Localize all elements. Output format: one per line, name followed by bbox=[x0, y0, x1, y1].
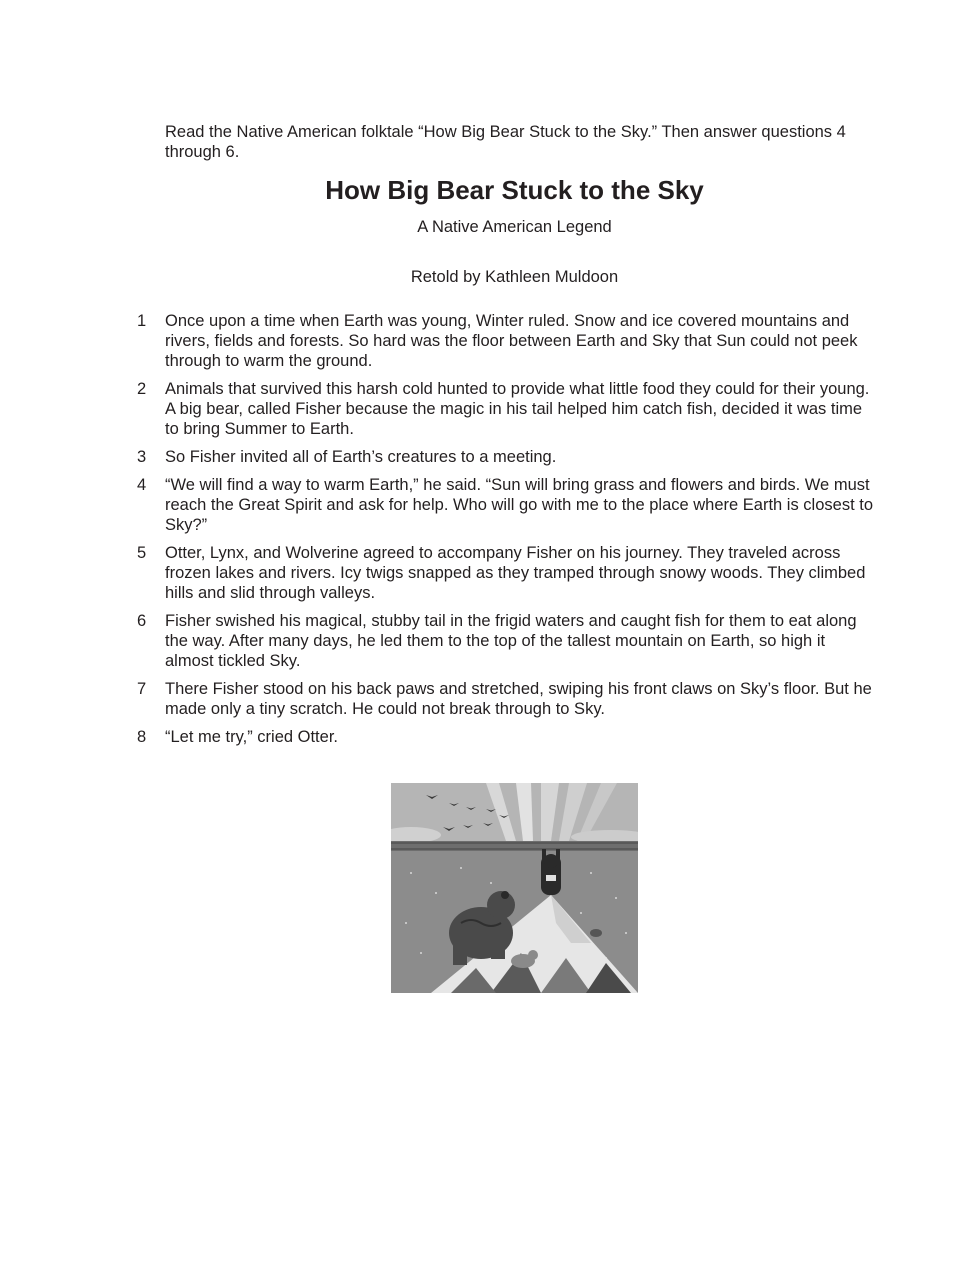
paragraph-text: “Let me try,” cried Otter. bbox=[165, 728, 338, 746]
paragraph bbox=[0, 679, 877, 719]
paragraph-text: Otter, Lynx, and Wolverine agreed to accompany Fisher on his journey. They traveled across frozen lakes and rivers. Icy twigs snapped as they tramped through snowy woods. They climbed hills and slid through valleys. bbox=[165, 544, 866, 602]
paragraph bbox=[0, 311, 877, 371]
paragraph-text: Fisher swished his magical, stubby tail in the frigid waters and caught fish for them to eat along the way. After many days, he led them to the top of the tallest mountain on Earth, so high it almost tickled Sky. bbox=[165, 612, 857, 670]
paragraph-number: 4 bbox=[137, 476, 147, 494]
story-subtitle: A Native American Legend bbox=[417, 218, 612, 236]
paragraph-number: 8 bbox=[137, 728, 147, 746]
paragraph-number: 7 bbox=[137, 680, 147, 698]
paragraph-number: 2 bbox=[137, 380, 147, 398]
paragraph bbox=[0, 727, 877, 747]
paragraph-number: 3 bbox=[137, 448, 147, 466]
paragraph-number: 1 bbox=[137, 312, 147, 330]
paragraph bbox=[0, 379, 877, 439]
story-paragraphs bbox=[0, 311, 979, 755]
story-byline: Retold by Kathleen Muldoon bbox=[410, 268, 619, 286]
paragraph-text: There Fisher stood on his back paws and stretched, swiping his front claws on Sky’s floor. But he made only a tiny scratch. He could not break through to Sky. bbox=[165, 680, 872, 718]
paragraph-number: 5 bbox=[137, 544, 147, 562]
intro-instructions: Read the Native American folktale “How Big Bear Stuck to the Sky.” Then answer questions 4 through 6. bbox=[165, 123, 846, 161]
paragraph-number: 6 bbox=[137, 612, 147, 630]
paragraph bbox=[0, 475, 877, 535]
paragraph-text: Once upon a time when Earth was young, Winter ruled. Snow and ice covered mountains and rivers, fields and forests. So hard was the floor between Earth and Sky that Sun could not peek through to warm the ground. bbox=[165, 312, 858, 370]
paragraph bbox=[0, 543, 877, 603]
bear-mountain-illustration-icon bbox=[391, 783, 638, 993]
paragraph-text: “We will find a way to warm Earth,” he said. “Sun will bring grass and flowers and birds. We must reach the Great Spirit and ask for help. Who will go with me to the place where Earth is closest to Sky?” bbox=[165, 476, 874, 534]
paragraph-text: So Fisher invited all of Earth’s creatures to a meeting. bbox=[165, 448, 557, 466]
paragraph bbox=[0, 447, 877, 467]
paragraph bbox=[0, 611, 877, 671]
story-title: How Big Bear Stuck to the Sky bbox=[325, 175, 704, 205]
paragraph-text: Animals that survived this harsh cold hunted to provide what little food they could for their young. A big bear, called Fisher because the magic in his tail helped him catch fish, decided it was time to bring Summer to Earth. bbox=[165, 380, 870, 438]
